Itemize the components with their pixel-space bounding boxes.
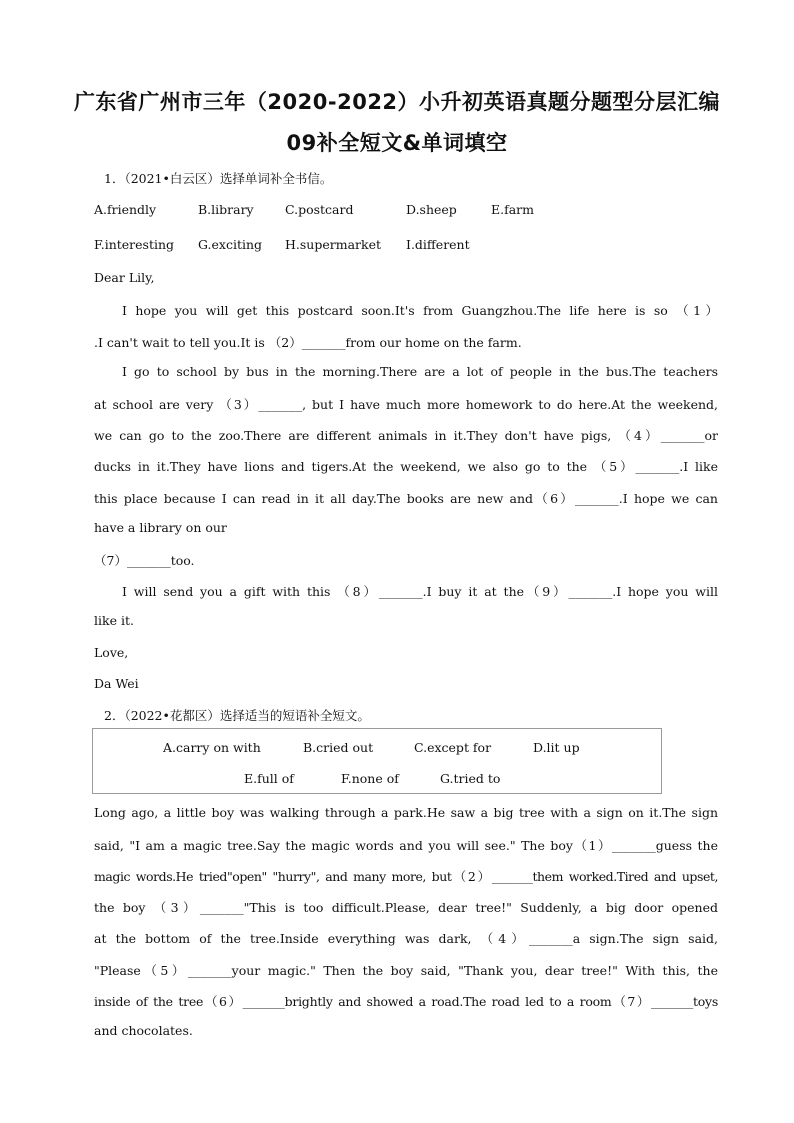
box-option-c: C.except for xyxy=(414,740,492,755)
box-option-g: G.tried to xyxy=(440,771,501,786)
document-title: 广东省广州市三年（2020-2022）小升初英语真题分题型分层汇编 xyxy=(73,90,721,114)
option-g: G.exciting xyxy=(198,237,263,252)
q1-options-row1 xyxy=(0,202,794,218)
letter-line: have a library on our xyxy=(94,520,227,535)
letter-line: like it. xyxy=(94,613,134,628)
box-option-d: D.lit up xyxy=(533,740,580,755)
option-d: D.sheep xyxy=(406,202,457,217)
passage-line: and chocolates. xyxy=(94,1023,193,1038)
passage-line: at the bottom of the tree.Inside everything was dark, （4）_______a sign.The sign said, xyxy=(94,931,718,946)
letter-line: I hope you will get this postcard soon.It's from Guangzhou.The life here is so （1） xyxy=(122,303,718,318)
letter-line: I will send you a gift with this （8）_______.I buy it at the（9）_______.I hope you will xyxy=(122,584,718,599)
option-h: H.supermarket xyxy=(285,237,381,252)
q2-heading: 2．（2022•花都区）选择适当的短语补全短文。 xyxy=(104,708,370,723)
letter-line: I go to school by bus in the morning.There are a lot of people in the bus.The teachers xyxy=(122,364,718,379)
option-i: I.different xyxy=(406,237,470,252)
box-option-a: A.carry on with xyxy=(163,740,261,755)
passage-line: inside of the tree（6）_______brightly and showed a road.The road led to a room（7）_______toys xyxy=(94,994,718,1009)
letter-line: （7）_______too. xyxy=(94,553,195,568)
option-c: C.postcard xyxy=(285,202,354,217)
passage-line: the boy （3）_______"This is too difficult.Please, dear tree!" Suddenly, a big door opened xyxy=(94,900,718,915)
q2-options-box xyxy=(92,728,662,794)
passage-line: magic words.He tried"open" "hurry", and many more, but（2）_______them worked.Tired and upset, xyxy=(94,869,718,884)
letter-line: we can go to the zoo.There are different animals in it.They don't have pigs, （4）_______or xyxy=(94,428,718,443)
letter-greeting: Dear Lily, xyxy=(94,270,155,285)
letter-line: at school are very （3）_______, but I have much more homework to do here.At the weekend, xyxy=(94,397,718,412)
option-f: F.interesting xyxy=(94,237,175,252)
passage-line: said, "I am a magic tree.Say the magic words and you will see." The boy（1）_______guess the xyxy=(94,838,718,853)
letter-closing: Love, xyxy=(94,645,129,660)
letter-line: this place because I can read in it all day.The books are new and（6）_______.I hope we can xyxy=(94,491,718,506)
letter-line: .I can't wait to tell you.It is （2）_______from our home on the farm. xyxy=(94,335,522,350)
document-subtitle: 09补全短文&单词填空 xyxy=(286,131,508,155)
q1-options-row2 xyxy=(0,237,794,253)
option-e: E.farm xyxy=(491,202,535,217)
passage-line: "Please（5）_______your magic." Then the boy said, "Thank you, dear tree!" With this, the xyxy=(94,963,718,978)
option-a: A.friendly xyxy=(94,202,157,217)
passage-line: Long ago, a little boy was walking through a park.He saw a big tree with a sign on it.The sign xyxy=(94,805,718,820)
option-b: B.library xyxy=(198,202,254,217)
box-option-e: E.full of xyxy=(244,771,294,786)
letter-line: ducks in it.They have lions and tigers.At the weekend, we also go to the （5）_______.I like xyxy=(94,459,718,474)
box-option-b: B.cried out xyxy=(303,740,374,755)
q1-heading: 1．（2021•白云区）选择单词补全书信。 xyxy=(104,171,333,186)
box-option-f: F.none of xyxy=(341,771,399,786)
letter-signature: Da Wei xyxy=(94,676,139,691)
